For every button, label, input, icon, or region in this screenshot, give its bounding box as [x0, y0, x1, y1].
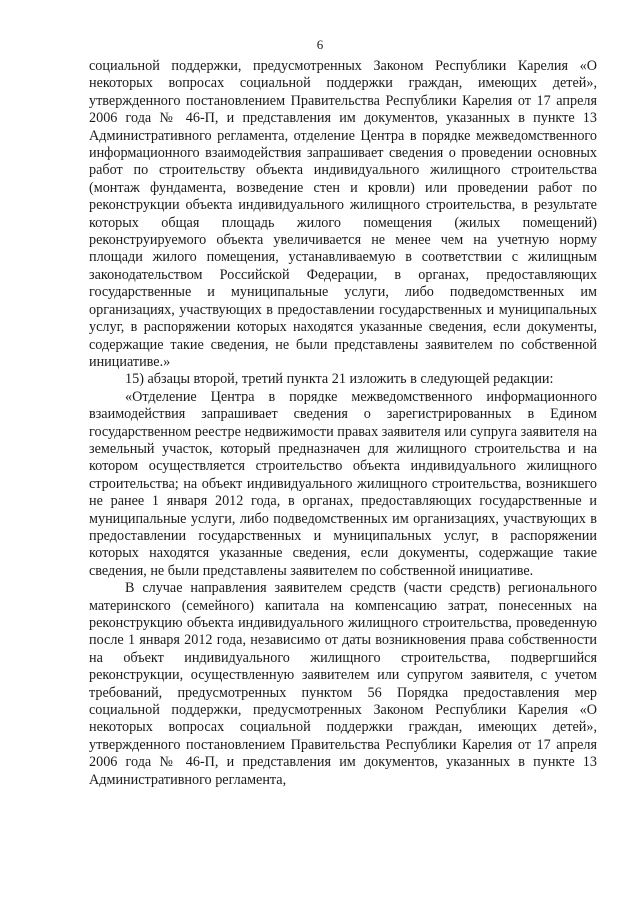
paragraph-interagency-request: «Отделение Центра в порядке межведомственного информационного взаимодействия запрашивает сведения о зарегистрированных в Едином государственном реестре недвижимости правах заявителя или супруга заявителя на земельный участок, который предназначен для жилищного строительства и на котором осуществляется строительство объекта индивидуального жилищного строительства; на объект индивидуального жилищного строительства, возникшего не ранее 1 января 2012 года, в органах, предоставляющих государственные и муниципальные услуги, либо подведомственных им организациях, участвующих в предоставлении государственных и муниципальных услуг, в распоряжении которых находятся указанные сведения, если документы, содержащие такие сведения, не были представлены заявителем по собственной инициативе.: [89, 388, 597, 579]
body-text: [89, 58, 597, 789]
paragraph-continuation: социальной поддержки, предусмотренных Законом Республики Карелия «О некоторых вопросах социальной поддержки граждан, имеющих детей», утвержденного постановлением Правительства Республики Карелия от 17 апреля 2006 года № 46-П, и представления им документов, указанных в пункте 13 Административного регламента, отделение Центра в порядке межведомственного информационного взаимодействия запрашивает сведения о проведении основных работ по строительству объекта индивидуального жилищного строительства (монтаж фундамента, возведение стен и кровли) или проведении работ по реконструкции объекта индивидуального жилищного строительства, в результате которых общая площадь жилого помещения (жилых помещений) реконструируемого объекта увеличивается не менее чем на учетную норму площади жилого помещения, устанавливаемую в соответствии с жилищным законодательством Российской Федерации, в органах, предоставляющих государственные и муниципальные услуги, либо подведомственных им организациях, участвующих в предоставлении государственных и муниципальных услуг, в распоряжении которых находятся указанные сведения, если документы, содержащие такие сведения, не были представлены заявителем по собственной инициативе.»: [89, 58, 597, 370]
paragraph-reconstruction-case: В случае направления заявителем средств (части средств) регионального материнского (семейного) капитала на компенсацию затрат, понесенных на реконструкцию объекта индивидуального жилищного строительства, проведенную после 1 января 2012 года, независимо от даты возникновения права собственности на объект индивидуального жилищного строительства, подвергшийся реконструкции, осуществленную заявителем или супругом заявителя, с учетом требований, предусмотренных пунктом 56 Порядка предоставления мер социальной поддержки, предусмотренных Законом Республики Карелия «О некоторых вопросах социальной поддержки граждан, имеющих детей», утвержденного постановлением Правительства Республики Карелия от 17 апреля 2006 года № 46-П, и представления им документов, указанных в пункте 13 Административного регламента,: [89, 580, 597, 788]
page-number: 6: [316, 37, 324, 52]
paragraph-item-15: 15) абзацы второй, третий пункта 21 изложить в следующей редакции:: [125, 371, 554, 388]
